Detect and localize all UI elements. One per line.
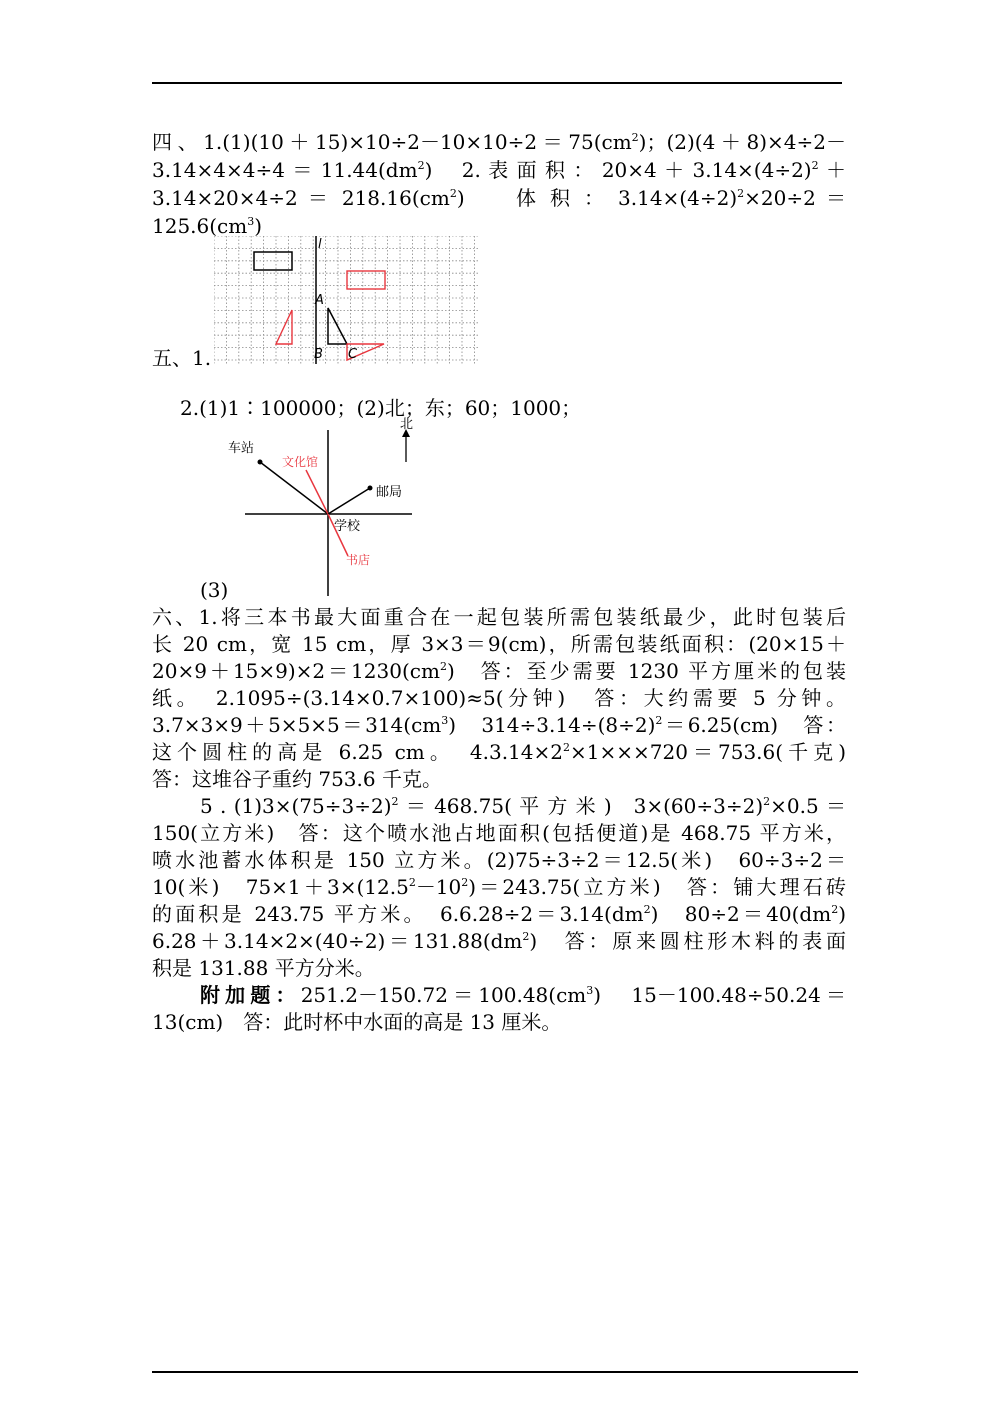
north-label: 北 — [400, 417, 414, 432]
s6-line3: $20\times 9+15\times 9)\times 2=1230(cm^2)$ 答：至少需要 1230 平方厘米的包装 — [152, 659, 847, 683]
bookstore-label: 书店 — [346, 553, 371, 567]
s6-line4: 纸。 2.1095÷(3.14×0.7×100)≈5(分钟) 答：大约需要 5 分钟。 — [152, 686, 846, 710]
s6-line12: 的面积是 243.75 平方米。 $6.6.28\div 2=3.14(dm^2)$ $80\div 2=40(dm^2)$ — [152, 902, 846, 926]
s6-line11: 10(米) $75\times 1+3\times(12.5^2-10^2)=243.75$(立方米) 答：铺大理石砖 — [152, 875, 846, 899]
s6-line7: 答：这堆谷子重约 753.6 千克。 — [152, 767, 442, 791]
school-label: 学校 — [334, 519, 361, 534]
red-rectangle — [347, 271, 385, 289]
s6-line9: 150(立方米) 答：这个喷水池占地面积(包括便道)是 468.75 平方米， — [152, 821, 846, 845]
bottom-rule — [152, 1371, 858, 1373]
point-label-a: A — [315, 293, 324, 308]
section5-q3: (3) — [200, 578, 229, 602]
s6-line2: 长 20 cm，宽 15 cm，厚 3×3＝9(cm)，所需包装纸面积：(20×15＋ — [152, 632, 846, 656]
culture-line — [306, 470, 328, 514]
post-line — [328, 488, 370, 514]
s6-line8: 5 . $(1)3\times(75\div 3\div 2)^2 = 468.75$( 平 方 米 ) $3\times(60\div 3\div 2)^2\times 0.5$ ＝ — [200, 794, 847, 818]
culture-label: 文化馆 — [282, 455, 319, 469]
red-triangle-left — [276, 310, 292, 344]
station-line — [260, 462, 328, 514]
top-rule — [152, 82, 842, 84]
s6-line1: 六、1.将三本书最大面重合在一起包装所需包装纸最少，此时包装后 — [152, 605, 846, 629]
s6-line16: 13(cm) 答：此时杯中水面的高是 13 厘米。 — [152, 1010, 562, 1034]
axis-label-l: l — [318, 237, 322, 252]
section4-line3: $3.14\times 20\times 4\div 2 = 218.16(cm^2)$ 体 积 ： $3.14\times(4\div 2)^2\times 20\div 2$ ＝ — [152, 186, 846, 210]
section5-label: 五、1. — [152, 346, 212, 370]
section4-line1: 四、$1.(1)(10+15)\times 10\div 2-10\times 10\div 2=75(cm^2)$；(2)(4＋8)×4÷2－ — [152, 130, 846, 154]
s6-line13: $6.28+3.14\times 2\times(40\div 2)=131.88(dm^2)$ 答：原来圆柱形木料的表面 — [152, 929, 846, 953]
grid-figure — [214, 236, 480, 364]
s6-line6: 这个圆柱的高是 6.25 cm。 $4.3.14\times 2^2\times 1\times\times\times 720=753.6$(千克) — [152, 740, 846, 764]
s6-line5: $3.7\times 3\times 9+5\times 5\times 5=314(cm^3)$ $314\div 3.14\div(8\div 2)^2=6.25(cm)$ 答： — [152, 713, 846, 737]
post-label: 邮局 — [376, 485, 403, 500]
point-label-b: B — [314, 347, 323, 362]
post-dot — [368, 486, 373, 491]
point-label-c: C — [348, 347, 358, 362]
section5-q2: 2.(1)1∶100000；(2)北；东；60；1000； — [180, 396, 582, 420]
black-triangle-abc — [328, 308, 347, 344]
section4-line2: $3.14\times 4\times 4\div 4 = 11.44(dm^2)$ 2. 表 面 积 ： $20\times 4 + 3.14\times(4\div 2)^2$ ＋ — [152, 158, 846, 182]
bonus-label: 附加题： — [200, 983, 301, 1007]
s6-line14: 积是 131.88 平方分米。 — [152, 956, 375, 980]
s6-line15: 附加题：$251.2-150.72=100.48(cm^3)$ 15－100.48÷50.24＝ — [200, 983, 847, 1007]
station-label: 车站 — [228, 441, 255, 456]
direction-map — [220, 414, 420, 604]
station-dot — [258, 460, 263, 465]
section4-line4: $125.6(cm^3)$ — [152, 214, 263, 238]
s6-line10: 喷水池蓄水体积是 150 立方米。(2)75÷3÷2＝12.5(米) 60÷3÷2＝ — [152, 848, 846, 872]
